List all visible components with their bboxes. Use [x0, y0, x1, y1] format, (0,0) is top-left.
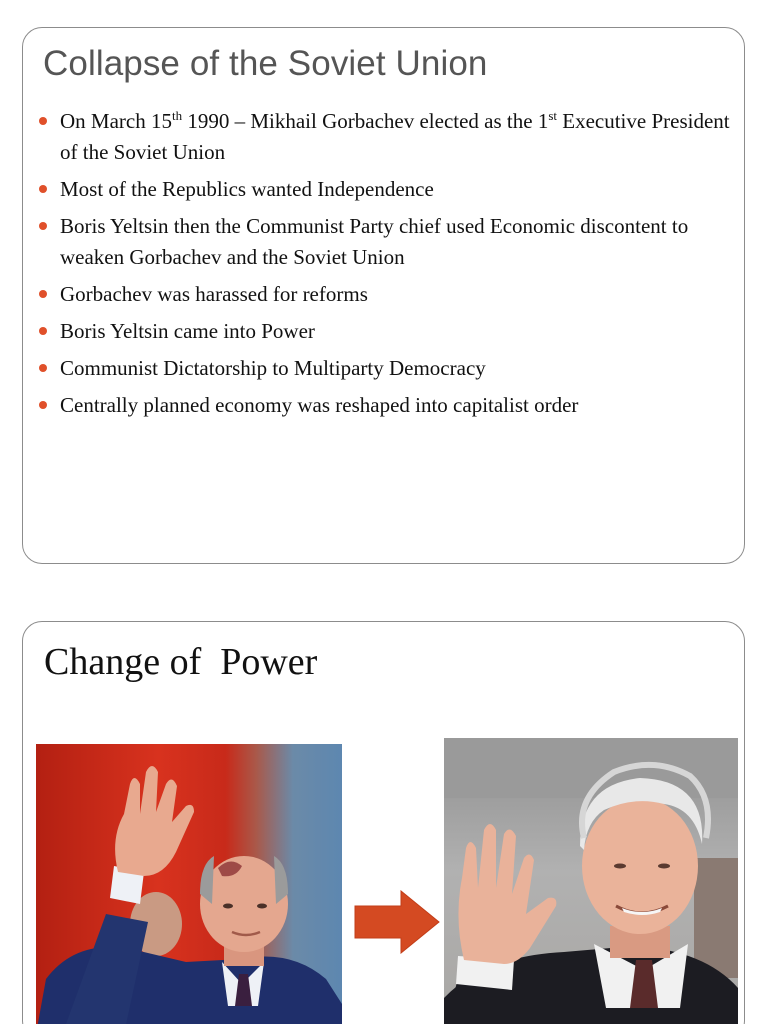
bullet-text — [60, 109, 730, 164]
bullet-dot-icon — [39, 290, 47, 298]
text-run: Most of the Republics wanted Independence — [60, 177, 434, 201]
superscript: th — [171, 108, 183, 123]
text-run: Centrally planned economy was reshaped into capitalist order — [60, 393, 579, 417]
bullet-text — [60, 356, 486, 380]
bullet-item — [39, 390, 739, 421]
bullet-item — [39, 353, 739, 384]
text-run: Communist Dictatorship to Multiparty Democracy — [60, 356, 486, 380]
bullet-text — [60, 214, 688, 269]
gorbachev-photo — [36, 744, 342, 1024]
bullet-item — [39, 174, 739, 205]
superscript: st — [548, 108, 557, 123]
text-run: Boris Yeltsin came into Power — [60, 319, 315, 343]
bullet-item — [39, 211, 739, 273]
bullet-text — [60, 393, 578, 417]
bullet-dot-icon — [39, 364, 47, 372]
bullet-list — [39, 106, 739, 427]
bullet-dot-icon — [39, 185, 47, 193]
bullet-dot-icon — [39, 117, 47, 125]
text-run: On March 15 — [60, 109, 172, 133]
bullet-item — [39, 316, 739, 347]
slide-change-of-power — [22, 621, 745, 1024]
slide-collapse-of-soviet-union — [22, 27, 745, 564]
bullet-dot-icon — [39, 222, 47, 230]
slide-title: Collapse of the Soviet Union — [43, 44, 488, 83]
bullet-text — [60, 319, 315, 343]
text-run: Gorbachev was harassed for reforms — [60, 282, 368, 306]
bullet-item — [39, 106, 739, 168]
bullet-text — [60, 282, 368, 306]
right-arrow-icon — [353, 890, 441, 954]
text-run: Executive President of the Soviet Union — [60, 109, 730, 164]
bullet-item — [39, 279, 739, 310]
bullet-text — [60, 177, 434, 201]
bullet-dot-icon — [39, 401, 47, 409]
slide-title: Change of Power — [44, 641, 318, 683]
yeltsin-photo — [444, 738, 738, 1024]
text-run: 1990 – Mikhail Gorbachev elected as the 1 — [182, 109, 549, 133]
bullet-dot-icon — [39, 327, 47, 335]
text-run: Boris Yeltsin then the Communist Party chief used Economic discontent to weaken Gorbachev and the Soviet Union — [60, 214, 689, 269]
